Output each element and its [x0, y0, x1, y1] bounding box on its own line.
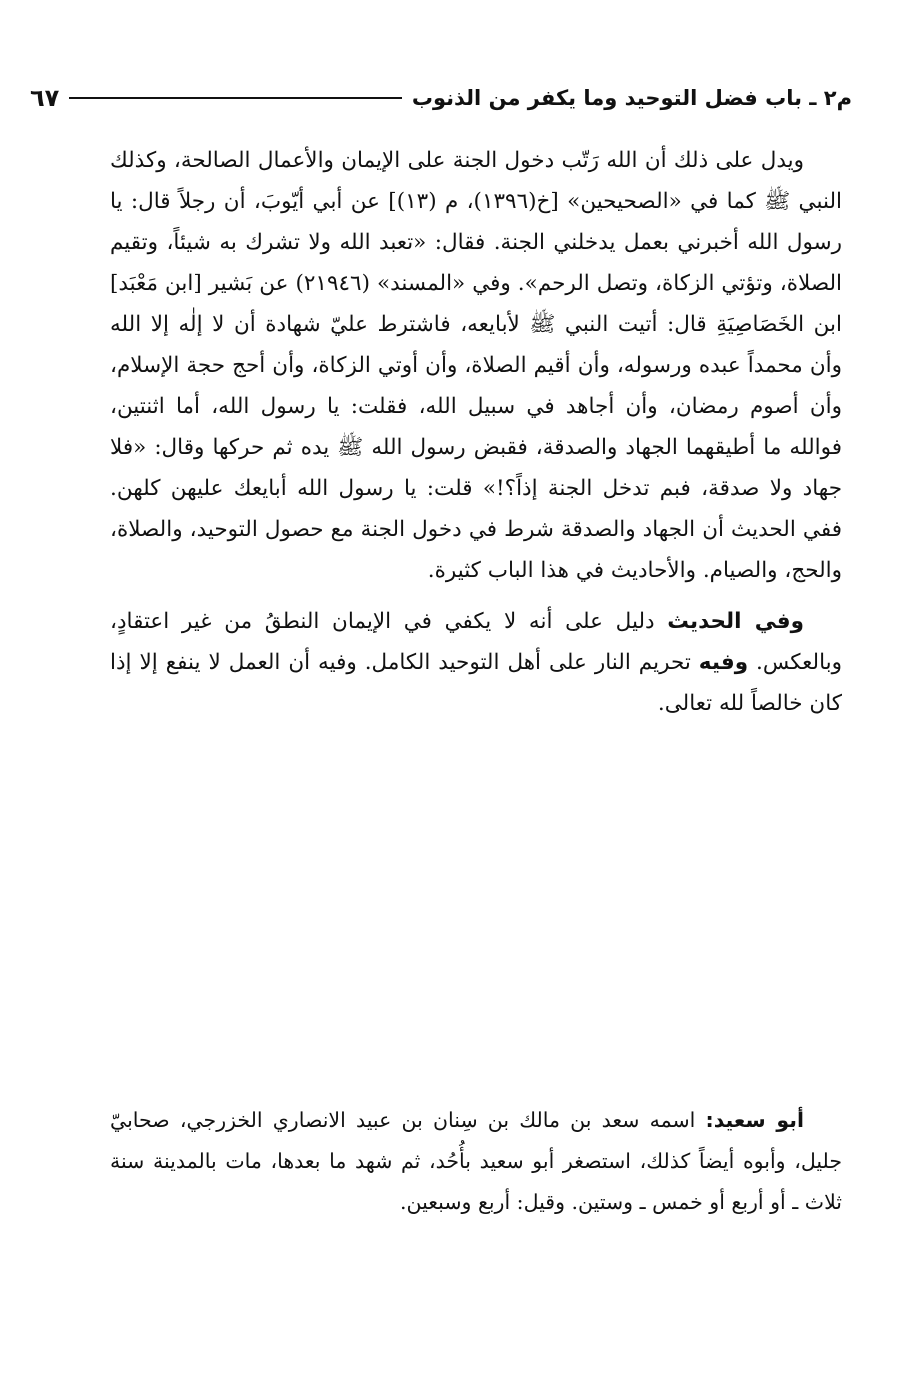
footnote-text: اسمه سعد بن مالك بن سِنان بن عبيد الانصاري الخزرجي، صحابيّ جليل، وأبوه أيضاً كذلك، استصغر أبو سعيد بأُحُد، ثم شهد ما بعدها، مات بالمدينة سنة ثلاث ـ أو أربع أو خمس ـ وستين. وقيل: أربع وسبعين. — [110, 1108, 842, 1214]
paragraph-lead: وفي الحديث — [667, 609, 804, 634]
running-header — [30, 78, 852, 118]
paragraph-lead-2: وفيه — [698, 650, 749, 675]
footnote — [110, 1100, 842, 1223]
footnote-lead: أبو سعيد: — [705, 1108, 804, 1132]
footnote-paragraph — [110, 1100, 842, 1223]
chapter-title: م٢ ـ باب فضل التوحيد وما يكفر من الذنوب — [411, 86, 852, 110]
body-paragraph-1: ويدل على ذلك أن الله رَتّب دخول الجنة على الإيمان والأعمال الصالحة، وكذلك النبي ﷺ كما في «الصحيحين» [خ(١٣٩٦)، م (١٣)] عن أبي أيّوبَ، أن رجلاً قال: يا رسول الله أخبرني بعمل يدخلني الجنة. فقال: «تعبد الله ولا تشرك به شيئاً، وتقيم الصلاة، وتؤتي الزكاة، وتصل الرحم». وفي «المسند» (٢١٩٤٦) عن بَشير [ابن مَعْبَد] ابن الخَصَاصِيَةِ قال: أتيت النبي ﷺ لأبايعه، فاشترط عليّ شهادة أن لا إلٰه إلا الله وأن محمداً عبده ورسوله، وأن أقيم الصلاة، وأن أوتي الزكاة، وأن أحج حجة الإسلام، وأن أصوم رمضان، وأن أجاهد في سبيل الله، فقلت: يا رسول الله، أما اثنتين، فوالله ما أطيقهما الجهاد والصدقة، فقبض رسول الله ﷺ يده ثم حركها وقال: «فلا جهاد ولا صدقة، فبم تدخل الجنة إذاً؟!» قلت: يا رسول الله أبايعك عليهن كلهن. ففي الحديث أن الجهاد والصدقة شرط في دخول الجنة مع حصول التوحيد، والصلاة، والحج، والصيام. والأحاديث في هذا الباب كثيرة. — [110, 148, 842, 583]
body-paragraph-2 — [110, 601, 842, 724]
paragraph-text-2: تحريم النار على أهل التوحيد الكامل. وفيه أن العمل لا ينفع إلا إذا كان خالصاً لله تعالى. — [110, 650, 842, 716]
paragraph-text: دليل على أنه لا يكفي في الإيمان النطقُ من غير اعتقادٍ، وبالعكس. — [110, 609, 843, 675]
page-number: ٦٧ — [30, 84, 60, 112]
main-text — [110, 140, 842, 724]
header-rule — [69, 97, 402, 99]
